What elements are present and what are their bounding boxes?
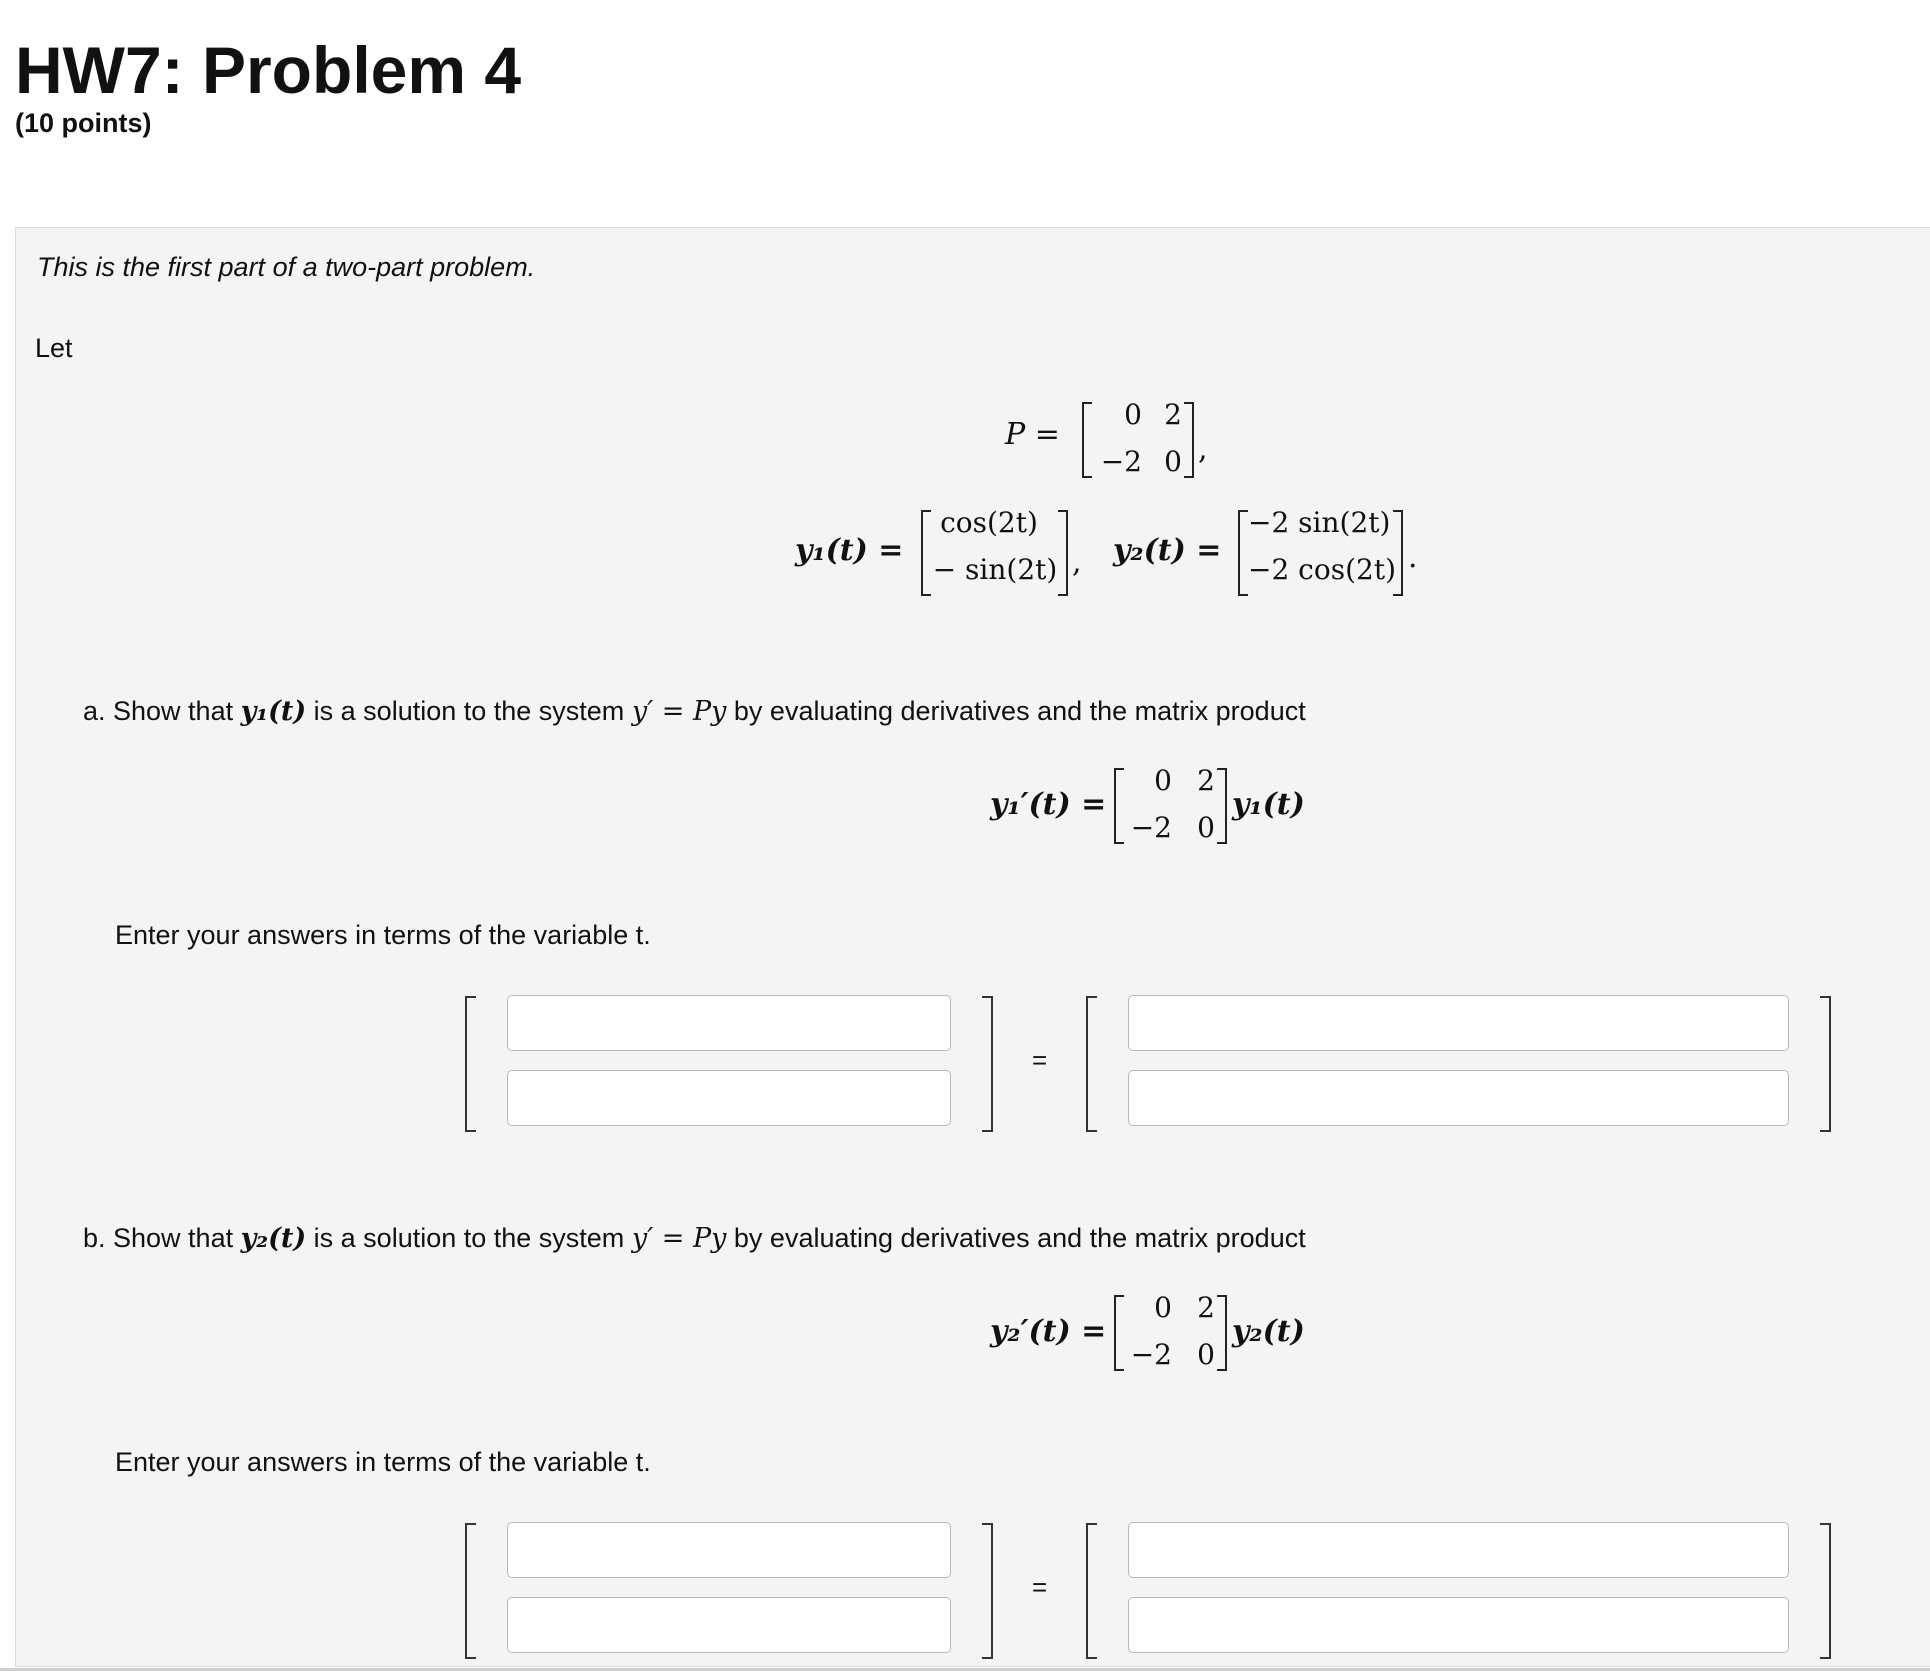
part-a-left-top-input[interactable] (507, 995, 951, 1051)
part-b-matrix-cell: −2 (1130, 1338, 1172, 1371)
part-b-matrix-cell: 0 (1197, 1338, 1215, 1371)
let-label: Let (35, 333, 73, 363)
part-b-right-bracket-close (1820, 1523, 1831, 1659)
matrix-p-cell: 0 (1164, 445, 1182, 478)
part-b-matrix-left-bracket (1114, 1295, 1124, 1371)
part-b-eq-lhs: y₂′(t) = (990, 1314, 1107, 1349)
part-a-left-bracket-open (465, 996, 476, 1132)
y2-bottom-entry: −2 cos(2t) (1248, 553, 1396, 586)
part-b-eq-rhs: y₂(t) (1232, 1314, 1305, 1349)
matrix-p-cell: 0 (1124, 398, 1142, 431)
part-b-left-bracket-open (465, 1523, 476, 1659)
part-a-right-bracket-open (1086, 996, 1097, 1132)
part-a-equals: = (1032, 1045, 1048, 1075)
part-a-matrix-cell: 0 (1197, 811, 1215, 844)
y2-left-bracket (1238, 510, 1248, 596)
part-a-eq-lhs: y₁′(t) = (990, 787, 1107, 822)
part-a-left-bracket-close (982, 996, 993, 1132)
part-b-right-bottom-input[interactable] (1128, 1597, 1789, 1653)
part-b-matrix-cell: 0 (1154, 1291, 1172, 1324)
y1-top-entry: cos(2t) (940, 506, 1038, 539)
part-a-right-bottom-input[interactable] (1128, 1070, 1789, 1126)
part-b-left-top-input[interactable] (507, 1522, 951, 1578)
part-b-question: b. Show that y₂(t) is a solution to the system y′ = Py by evaluating derivatives and the matrix product (83, 1223, 1306, 1254)
part-a-eq-rhs: y₁(t) (1232, 787, 1305, 822)
matrix-p-left-bracket (1082, 402, 1092, 478)
part-b-matrix-right-bracket (1217, 1295, 1227, 1371)
matrix-p-lhs: P = (1005, 417, 1060, 452)
part-a-matrix-right-bracket (1217, 768, 1227, 844)
y1-bottom-entry: − sin(2t) (932, 553, 1058, 586)
y2-top-entry: −2 sin(2t) (1248, 506, 1391, 539)
part-b-instruction: Enter your answers in terms of the variable t. (115, 1447, 651, 1477)
part-a-question: a. Show that y₁(t) is a solution to the system y′ = Py by evaluating derivatives and the matrix product (83, 696, 1306, 727)
part-a-right-top-input[interactable] (1128, 995, 1789, 1051)
bottom-divider (0, 1668, 1930, 1671)
y2-lhs: y₂(t) = (1113, 533, 1222, 568)
part-a-matrix-cell: 2 (1197, 764, 1215, 797)
part-a-matrix-cell: −2 (1130, 811, 1172, 844)
part-a-matrix-left-bracket (1114, 768, 1124, 844)
matrix-p-cell: 2 (1164, 398, 1182, 431)
y1-left-bracket (921, 510, 931, 596)
y1-lhs: y₁(t) = (795, 533, 904, 568)
part-a-left-bottom-input[interactable] (507, 1070, 951, 1126)
part-b-equals: = (1032, 1572, 1048, 1602)
part-a-matrix-cell: 0 (1154, 764, 1172, 797)
y2-right-bracket (1393, 510, 1403, 596)
intro-text: This is the first part of a two-part problem. (37, 252, 536, 282)
part-a-instruction: Enter your answers in terms of the variable t. (115, 920, 651, 950)
part-b-left-bracket-close (982, 1523, 993, 1659)
points-label: (10 points) (15, 108, 152, 138)
part-b-matrix-cell: 2 (1197, 1291, 1215, 1324)
part-b-right-bracket-open (1086, 1523, 1097, 1659)
part-a-right-bracket-close (1820, 996, 1831, 1132)
matrix-p-right-bracket (1184, 402, 1194, 478)
matrix-p-cell: −2 (1100, 445, 1142, 478)
y1-comma: , (1072, 545, 1082, 580)
y1-right-bracket (1058, 510, 1068, 596)
page-title: HW7: Problem 4 (15, 33, 522, 107)
part-b-right-top-input[interactable] (1128, 1522, 1789, 1578)
part-b-left-bottom-input[interactable] (507, 1597, 951, 1653)
y2-period: . (1408, 540, 1418, 575)
matrix-p-comma: , (1198, 432, 1208, 467)
